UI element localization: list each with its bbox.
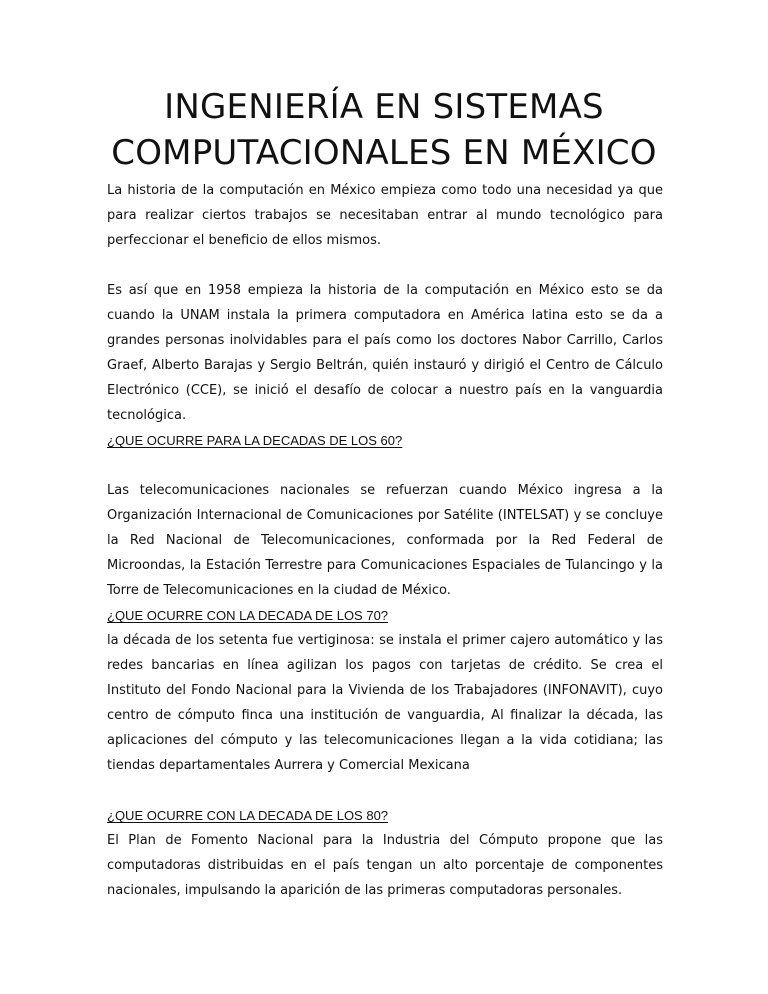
section-60s-paragraph: Las telecomunicaciones nacionales se refuerzan cuando México ingresa a la Organización Internacional de Comunicaciones por Satélite (INTELSAT) y se concluye la Red Nacional de Telecomunicaciones, conformada por la Red Federal de Microondas, la Estación Terrestre para Comunicaciones Espaciales de Tulancingo y la Torre de Telecomunicaciones en la ciudad de México.	[107, 483, 663, 598]
paragraph-spacer	[107, 778, 663, 803]
paragraph-spacer	[107, 453, 663, 478]
document-title: INGENIERÍA EN SISTEMAS COMPUTACIONALES EN MÉXICO	[111, 87, 657, 173]
section-80s-paragraph: El Plan de Fomento Nacional para la Industria del Cómputo propone que las computadoras distribuidas en el país tengan un alto porcentaje de componentes nacionales, impulsando la aparición de las primeras computadoras personales.	[107, 833, 663, 898]
section-heading-70s: ¿QUE OCURRE CON LA DECADA DE LOS 70?	[107, 608, 389, 623]
section-heading-80s: ¿QUE OCURRE CON LA DECADA DE LOS 80?	[107, 808, 389, 823]
intro-paragraph: La historia de la computación en México empieza como todo una necesidad ya que para realizar ciertos trabajos se necesitaban entrar al mundo tecnológico para perfeccionar el beneficio de ellos mismos.	[107, 183, 663, 248]
history-1958-paragraph: Es así que en 1958 empieza la historia de la computación en México esto se da cuando la UNAM instala la primera computadora en América latina esto se da a grandes personas inolvidables para el país como los doctores Nabor Carrillo, Carlos Graef, Alberto Barajas y Sergio Beltrán, quién instauró y dirigió el Centro de Cálculo Electrónico (CCE), se inició el desafío de colocar a nuestro país en la vanguardia tecnológica.	[107, 283, 663, 423]
section-heading-60s: ¿QUE OCURRE PARA LA DECADAS DE LOS 60?	[107, 433, 403, 448]
document-body	[107, 178, 663, 903]
paragraph-spacer	[107, 253, 663, 278]
section-70s-paragraph: la década de los setenta fue vertiginosa: se instala el primer cajero automático y las redes bancarias en línea agilizan los pagos con tarjetas de crédito. Se crea el Instituto del Fondo Nacional para la Vivienda de los Trabajadores (INFONAVIT), cuyo centro de cómputo finca una institución de vanguardia, Al finalizar la década, las aplicaciones del cómputo y las telecomunicaciones llegan a la vida cotidiana; las tiendas departamentales Aurrera y Comercial Mexicana	[107, 633, 663, 773]
